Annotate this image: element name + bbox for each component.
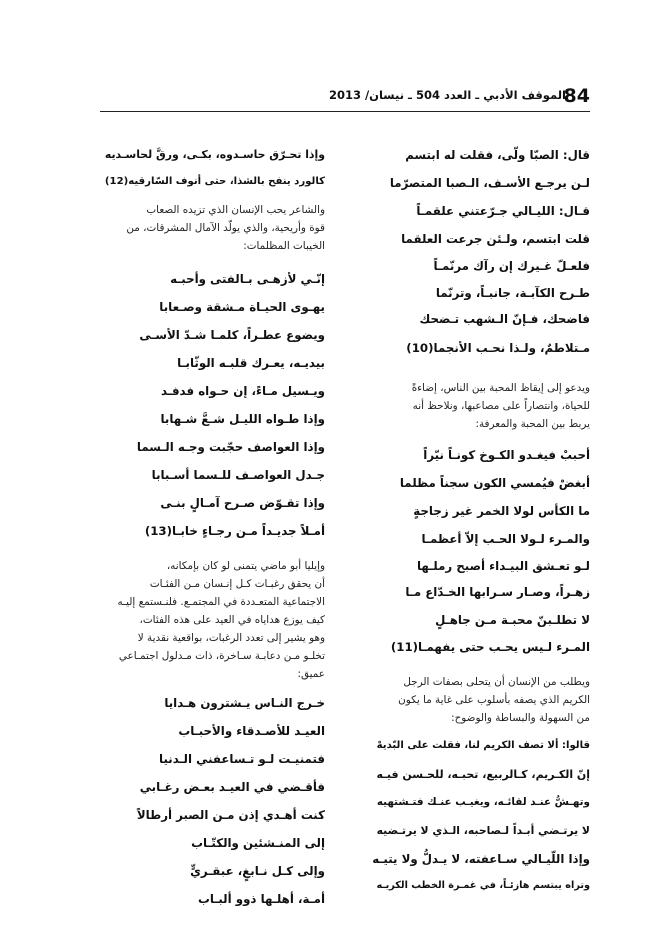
right-column-verse-line: فلعـلّ غـيرك إن رآك مرنّمـاً [433,259,590,273]
right-column-verse-line: ما الكأس لولا الخمر غير زجاجةٍ [413,504,590,518]
left-column-prose-line: الخيبات المظلمات: [243,240,325,252]
right-column-prose-line: من السهولة والبساطة والوضوح: [451,712,590,724]
right-column-prose-line: يربط بين المحبة والمعرفة: [475,418,590,430]
right-column-verse-line: لا تطلـبنّ محبـة مـن جاهـلٍ [435,613,590,627]
left-column-prose-line: الاجتماعية المتعـددة في المجتمـع. فلنـستمع إليـه [117,596,325,608]
right-column-verse-line: وإذا اللّيـالي سـاعفته، لا يـدلُّ ولا يتيـه [372,852,590,866]
left-column-verse-line: وإلى كـل نـابغٍ، عبقـريٍّ [190,864,325,878]
right-column-verse-line: قـال: الليـالي جـرّعتني علقمـاً [416,204,590,218]
right-column-verse-line: المـرء لـيس يحـب حتى يفهمـا(11) [390,640,590,654]
left-column-verse-line: فتمنيـت لـو تـساعفني الـدنيا [159,752,325,766]
right-column-verse-line: لـو تعـشق البيـداء أصبح رملـها [417,559,590,573]
header-rule [100,111,590,112]
left-column-prose-line: أن يحقق رغبـات كـل إنـسان مـن الفئـات [149,578,325,590]
left-column-prose-line: عميق: [297,668,325,680]
left-column-prose-line: وإيليا أبو ماضي يتمنى لو كان بإمكانه، [166,560,325,572]
right-column-verse-line: مـتلاطمٌ، ولـذا نحـب الأنجما(10) [406,341,590,355]
left-column-verse-line: أمـلاً جديـداً مـن رجـاءٍ خابـا(13) [144,524,325,538]
page-number: 84 [563,85,590,107]
left-column-verse-line: بيديـه، يعـرك قلبـه الوثّابـا [177,356,325,370]
right-column-verse-line: وتراه يبتسم هازئـاً، في غمـرة الخطب الكريـه [376,880,590,891]
left-column-prose-line: وهو يشير إلى تعدد الرغبات، بواقعية نقدية لا [137,632,325,644]
left-column-verse-line: ويضوع عطـراً، كلمـا شـدّ الأسـى [139,328,325,342]
right-column-verse-line: قالوا: ألا تصف الكريم لنا، فقلت على البّديهْ [376,740,590,751]
left-column-verse-line: وإذا طـواه الليـل شـعَّ شـهابا [160,412,325,426]
left-column-verse-line: إنّـي لأزهـى بـالفتى وأحبـه [170,272,325,286]
left-column-verse-line: وإذا تحـرّق حاسـدوه، بكـى، ورقَّ لحاسـديه [104,148,325,161]
right-column-verse-line: زهـراً، وصـار سـرابها الخـدّاع مـا [405,585,590,599]
left-column-prose-line: قوة وأريحية، والذي يولّد الآمال المشرقات، من [126,222,325,234]
right-column-prose-line: ويدعو إلى إيقاظ المحبة بين الناس، إضاءةً [411,382,590,394]
right-column-verse-line: قال: الصبّا ولّى، فقلت له ابتسم [405,148,590,162]
right-column-verse-line: طـرح الكآبـة، جانبـاً، وترنّما [435,286,590,300]
left-column-verse-line: كالورد ينفح بالشذا، حتى أنوف السّارقيه(12) [104,176,325,187]
left-column-verse-line: وإذا العواصف حجّبت وجـه الـسما [136,440,325,454]
running-title: الموقف الأدبي ـ العدد 504 ـ نيسان/ 2013 [328,88,566,102]
left-column-verse-line: خـرج النـاس يـشترون هـدايا [164,696,325,710]
right-column-verse-line: لـن يرجـع الأسـف، الـصبا المتصرّما [389,176,590,190]
right-column-prose-line: الكريم الذي يصفه بأسلوب على غاية ما يكون [398,694,590,706]
left-column-prose-line: تخلـو مـن دعابـة سـاخرة، ذات مـدلول اجتمـاعي [118,650,325,662]
left-column-prose-line: والشاعر يحب الإنسان الذي تزيده الصعاب [146,204,325,216]
left-column-verse-line: يهـوى الحيـاة مـشقة وصـعابا [159,300,325,314]
right-column-verse-line: لا يرتـضي أبـداً لـصاحبه، الـذي لا يرتـضيه [376,824,590,837]
left-column-prose-line: كيف يوزع هداياه في العيد على هذه الفئات، [139,614,325,626]
right-column-prose-line: للحياة، وانتصاراً على مصاعبها، ونلاحظ أنه [412,400,590,412]
left-column-verse-line: جـدل العواصـف للـسما أسـبابا [151,468,325,482]
right-column-verse-line: والمـرء لـولا الحـب إلاّ أعظمـا [421,532,590,546]
left-column-verse-line: وإذا تقـوّض صـرح آمـالٍ بنـى [160,496,325,510]
right-column-verse-line: قلت ابتسم، ولـئن جرعت العلقما [401,232,590,246]
right-column-prose-line: ويطلب من الإنسان أن يتحلى بصفات الرجل [403,676,590,688]
left-column-verse-line: ويـسيل مـاءً، إن حـواه فدفـد [160,384,325,398]
left-column-verse-line: أمـة، أهلـها ذوو ألبـاب [198,892,325,906]
right-column-verse-line: وتهـشُّ عنـد لقائـه، ويغيـب عنـك فتـشتهيه [376,796,590,808]
right-column-verse-line: فاضحك، فـإنّ الـشهب تـضحك [419,312,590,326]
right-column-verse-line: أحببْ فيغـدو الكـوخ كونـاً نيّراً [423,448,590,462]
left-column-verse-line: إلى المنـشئين والكتّـاب [191,836,325,850]
left-column-verse-line: العيـد للأصـدقاء والأحبـاب [178,724,325,738]
left-column-verse-line: كنت أهـدي إذن مـن الصبر أرطالاً [136,808,325,822]
page-header [328,85,590,109]
right-column-verse-line: أبغضْ فيُمسي الكون سجناً مظلما [399,476,590,490]
left-column-verse-line: فأقـضي في العيـد بعـض رغـابي [139,780,325,794]
right-column-verse-line: إنّ الكـريم، كـالربيع، تحبـه، للحـسن فيـه [376,768,590,781]
